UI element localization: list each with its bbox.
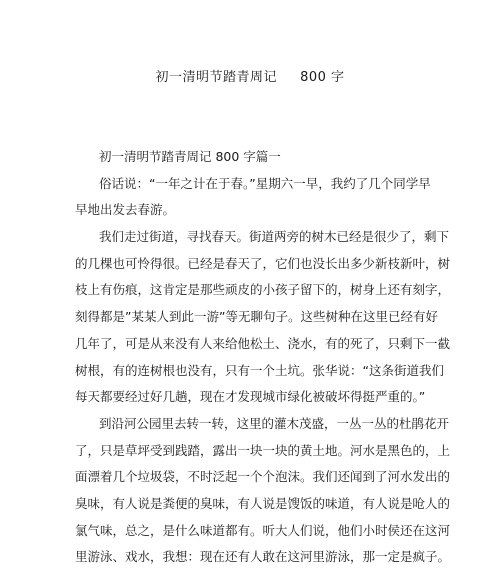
document-title: 初一清明节踏青周记 800 字 — [155, 70, 345, 85]
text-line: 面漂着几个垃圾袋，不时泛起一个个泡沫。我们还闻到了河水发出的 — [75, 469, 451, 485]
text-line: 里游泳、戏水，我想：现在还有人敢在这河里游泳，那一定是疯子。 — [75, 549, 451, 565]
text-line: 了，只是草坪受到践踏，露出一块一块的黄土地。河水是黑色的，上 — [75, 442, 451, 458]
text-line: 臭味，有人说是粪便的臭味，有人说是馊饭的味道，有人说是呛人的 — [75, 495, 451, 511]
text-line: 俗话说：“一年之计在于春。”星期六一早，我约了几个同学早 — [99, 175, 431, 191]
text-line: 到沿河公园里去转一转，这里的灌木茂盛，一丛一丛的杜鹃花开 — [99, 415, 450, 431]
text-line: 刻得都是”某某人到此一游”等无聊句子。这些树种在这里已经有好 — [75, 309, 438, 325]
text-line: 我们走过街道，寻找春天。街道两旁的树木已经是很少了，剩下 — [99, 229, 450, 245]
text-line: 每天都要经过好几趟，现在才发现城市绿化被破坏得挺严重的。” — [75, 389, 426, 405]
text-line: 树根，有的连树根也没有，只有一个土坑。张华说：“这条街道我们 — [75, 362, 444, 378]
text-line: 枝上有伤痕，这肯定是那些顽皮的小孩子留下的，树身上还有刻字， — [75, 282, 451, 298]
text-line: 氯气味，总之，是什么味道都有。听大人们说，他们小时侯还在这河 — [75, 522, 451, 538]
document-body — [75, 144, 451, 571]
text-line: 几年了，可是从来没有人来给他松土、浇水，有的死了，只剩下一截 — [75, 335, 451, 351]
text-line: 的几棵也可怜得很。已经是春天了，它们也没长出多少新枝新叶，树 — [75, 255, 451, 271]
text-line: 早地出发去春游。 — [75, 202, 176, 218]
text-line: 初一清明节踏青周记 800 字篇一 — [99, 149, 281, 164]
